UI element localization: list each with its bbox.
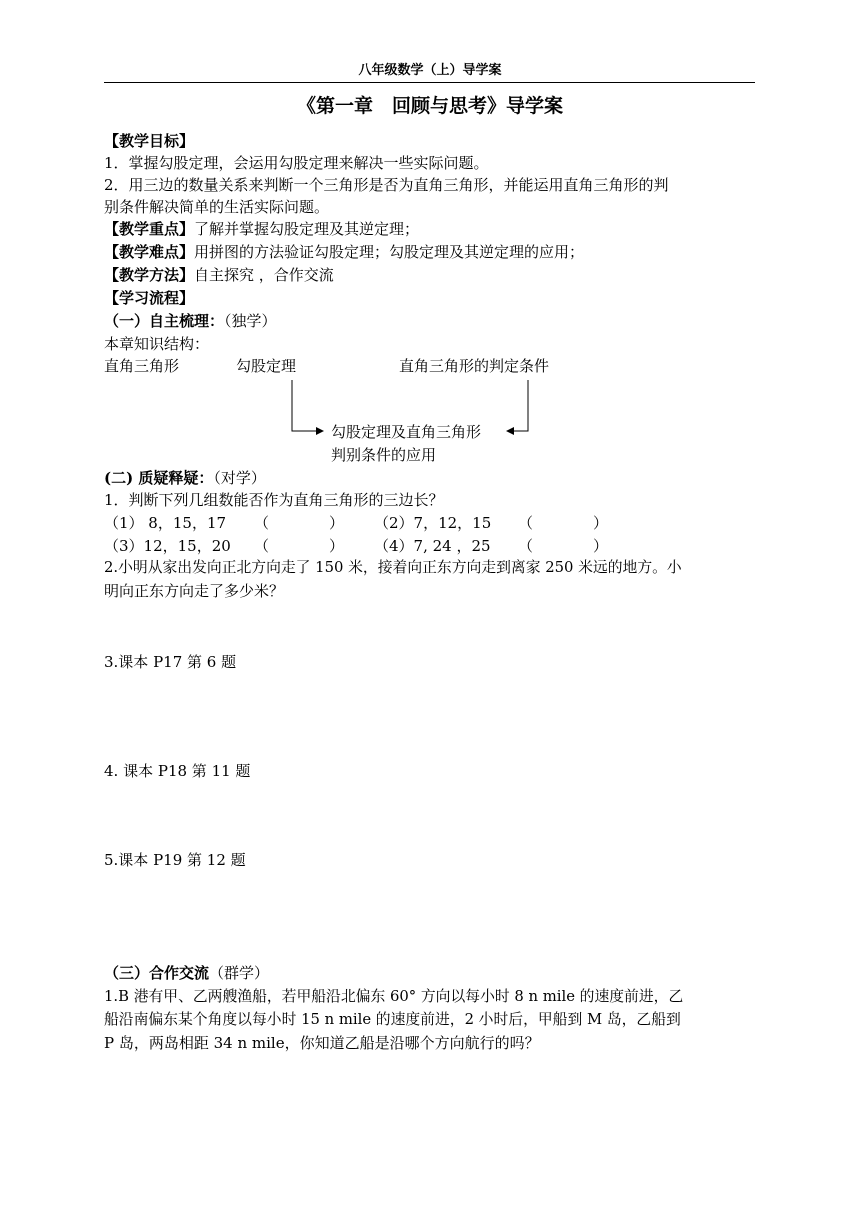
answer-blank-1c: （ ） xyxy=(254,537,345,555)
part2-heading xyxy=(104,471,266,486)
method-text: 自主探究 ，合作交流 xyxy=(194,266,334,284)
node-application-line-2: 判别条件的应用 xyxy=(331,446,437,464)
question-4: 4. 课本 P18 第 11 题 xyxy=(104,762,251,780)
part3-question-1-line-1: 1.B 港有甲、乙两艘渔船，若甲船沿北偏东 60° 方向以每小时 8 n mile 的速度前进，乙 xyxy=(104,988,684,1005)
answer-blank-1b: （ ） xyxy=(518,514,609,532)
part3-question-1-line-3: P 岛，两岛相距 34 n mile，你知道乙船是沿哪个方向航行的吗？ xyxy=(104,1034,540,1052)
page-title: 《第一章 回顾与思考》导学案 xyxy=(296,95,563,117)
part2-note: （对学） xyxy=(213,469,266,487)
question-1: 1．判断下列几组数能否作为直角三角形的三边长？ xyxy=(104,491,444,509)
question-3: 3.课本 P17 第 6 题 xyxy=(104,653,237,671)
objectives-heading: 【教学目标】 xyxy=(104,132,195,150)
node-pythagoras: 勾股定理 xyxy=(236,357,297,375)
process-heading: 【学习流程】 xyxy=(104,289,195,307)
method-label: 【教学方法】 xyxy=(104,266,195,284)
objective-2-line-1: 2．用三边的数量关系来判断一个三角形是否为直角三角形，并能运用直角三角形的判 xyxy=(104,176,669,194)
key-point-label: 【教学重点】 xyxy=(104,220,195,238)
part2-heading-text: (二) 质疑释疑： xyxy=(104,469,214,487)
structure-label: 本章知识结构： xyxy=(104,335,210,353)
question-5: 5.课本 P19 第 12 题 xyxy=(104,851,246,869)
arrow-left-head xyxy=(316,427,324,435)
part3-heading-text: （三）合作交流 xyxy=(104,964,210,982)
question-1c: （3）12，15，20 xyxy=(104,537,231,555)
node-criterion: 直角三角形的判定条件 xyxy=(399,357,550,375)
arrow-right-path xyxy=(512,380,528,431)
objective-2-line-2: 别条件解决简单的生活实际问题。 xyxy=(104,198,330,216)
answer-blank-1d: （ ） xyxy=(518,537,609,555)
question-2-line-1: 2.小明从家出发向正北方向走了 150 米，接着向正东方向走到离家 250 米远的地方。小 xyxy=(104,559,682,576)
part1-heading-text: （一）自主梳理： xyxy=(104,312,225,330)
running-header: 八年级数学（上）导学案 xyxy=(358,63,502,78)
arrow-left-path xyxy=(292,380,318,431)
part3-question-1-line-2: 船沿南偏东某个角度以每小时 15 n mile 的速度前进，2 小时后，甲船到 M 岛，乙船到 xyxy=(104,1011,681,1028)
part1-note: （独学） xyxy=(224,312,277,330)
question-2-line-2: 明向正东方向走了多少米？ xyxy=(104,582,285,600)
node-right-triangle: 直角三角形 xyxy=(104,357,180,375)
node-application-line-1: 勾股定理及直角三角形 xyxy=(331,423,482,441)
question-1b: （2）7，12，15 xyxy=(374,514,492,532)
answer-blank-1a: （ ） xyxy=(254,514,345,532)
difficulty-label: 【教学难点】 xyxy=(104,243,195,261)
objective-1: 1．掌握勾股定理，会运用勾股定理来解决一些实际问题。 xyxy=(104,154,489,172)
arrow-right-head xyxy=(506,427,514,435)
key-point-text: 了解并掌握勾股定理及其逆定理； xyxy=(194,220,420,238)
part3-note: （群学） xyxy=(209,964,270,982)
difficulty-text: 用拼图的方法验证勾股定理；勾股定理及其逆定理的应用； xyxy=(194,243,585,261)
question-1d: （4）7, 24 ，25 xyxy=(374,537,491,555)
part3-heading xyxy=(104,966,269,981)
question-1a: （1） 8，15，17 xyxy=(104,514,227,532)
